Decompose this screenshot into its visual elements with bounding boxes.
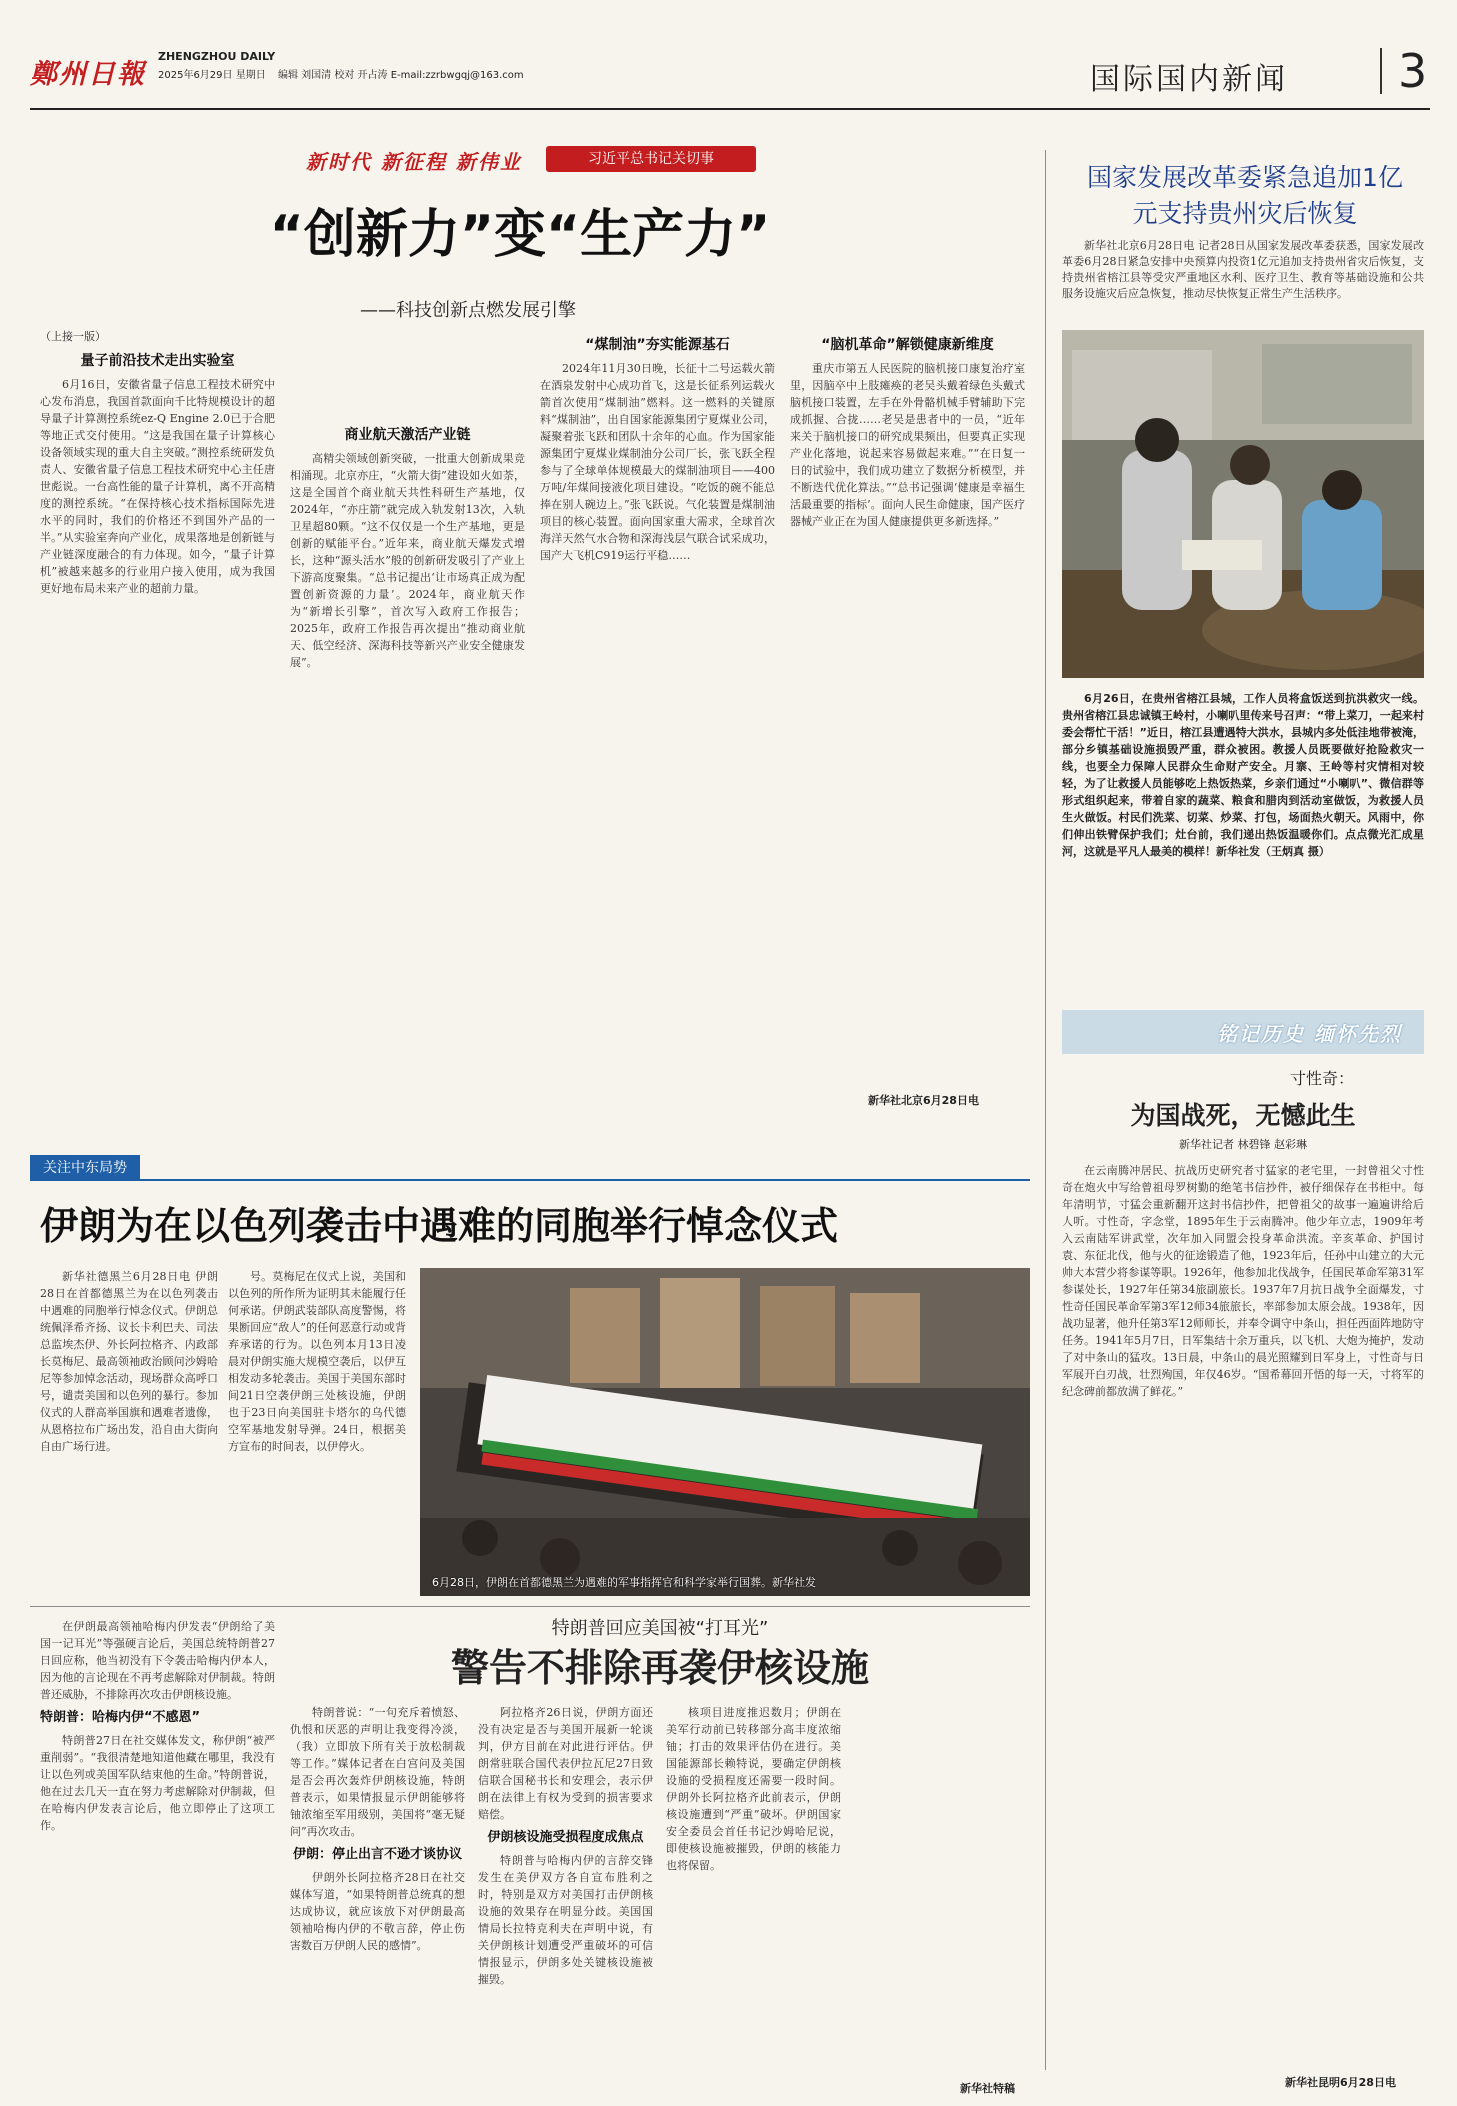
mideast-rule [30,1606,1030,1607]
trump-heading-1: 特朗普：哈梅内伊“不感恩” [40,1710,201,1725]
trump-col-4-text: 核项目进度推迟数月；伊朗在美军行动前已转移部分高丰度浓缩铀；打击的效果评估仍在进行。美国能源部长赖特说，要确定伊朗核设施的受损程度还需要一段时间。伊朗外长阿拉格齐此前表示，伊朗核设施遭到“严重”破坏。伊朗国家安全委员会首任书记沙姆哈尼说，即使核设施被摧毁，伊朗的核能力也将保留。 [666,1706,841,1872]
trump-dateline: 新华社特稿 [960,2082,1015,2095]
heroes-dateline: 新华社昆明6月28日电 [1285,2076,1396,2089]
trump-col-1b-text: 特朗普27日在社交媒体发文，称伊朗“被严重削弱”。“我很清楚地知道他藏在哪里，我没有让以色列或美国军队结束他的生命。”特朗普说，他在过去几天一直在努力考虑解除对伊制裁，但在哈梅内伊发表言论后，他立即停止了这项工作。 [40,1734,275,1832]
heroes-kicker: 寸性奇： [1290,1069,1355,1088]
heroes-banner [1062,1010,1424,1054]
heroes-body [1062,1162,1424,2062]
lead-subtitle: ——科技创新点燃发展引擎 [360,300,576,321]
mideast-col-2-text: 号。莫梅尼在仪式上说，美国和以色列的所作所为证明其未能履行任何承诺。伊朗武装部队高度警惕，将果断回应“敌人”的任何恶意行动或背弃承诺的行为。以色列本月13日凌晨对伊朗实施大规模空袭后，以伊互相发动多轮袭击。美国于美国东部时间21日空袭伊朗三处核设施，伊朗也于23日向美国驻卡塔尔的乌代德空军基地发射导弹。24日，根据美方宣布的时间表，以伊停火。 [228,1270,406,1453]
lead-title: “创新力”变“生产力” [269,205,771,265]
trump-col-1 [40,1618,275,2098]
masthead-rule [30,108,1430,110]
section-heading-coal: “煤制油”夯实能源基石 [585,337,730,353]
paper-english-name: ZHENGZHOU DAILY [158,50,276,63]
trump-col-2b-text: 伊朗外长阿拉格齐28日在社交媒体写道，“如果特朗普总统真的想达成协议，就应该放下对伊朗最高领袖哈梅内伊的不敬言辞，停止伤害数百万伊朗人民的感情”。 [290,1871,465,1952]
guizhou-text: 新华社北京6月28日电 记者28日从国家发展改革委获悉，国家发展改革委6月28日紧急安排中央预算内投资1亿元追加支持贵州省灾后恢复，支持贵州省榕江县等受灾严重地区水利、医疗卫生、教育等基础设施和公共服务设施灾后应急恢复，推动尽快恢复正常生产生活秩序。 [1062,239,1424,300]
banner-tag [546,146,756,172]
trump-col-2 [290,1704,465,2099]
lead-col-2-text: 高精尖领域创新突破，一批重大创新成果竞相涌现。北京亦庄，“火箭大街”建设如火如荼，这是全国首个商业航天共性科研生产基地，仅2024年，“亦庄箭”就完成入轨发射13次，入轨卫星超80颗。“这不仅仅是一个生产基地，更是创新的赋能平台。”近年来，商业航天爆发式增长，这种“源头活水”般的创新研发吸引了产业上下游高度聚集。“总书记提出‘让市场真正成为配置创新资源的力量’。2024年，商业航天作为“新增长引擎”，首次写入政府工作报告；2025年，政府工作报告再次提出“推动商业航天、低空经济、深海科技等新兴产业安全健康发展”。 [290,452,525,669]
mideast-col-1 [40,1268,218,1598]
mideast-tag-rule [140,1179,1030,1181]
section-heading-aerospace: 商业航天激活产业链 [344,427,471,443]
section-heading-bci: “脑机革命”解锁健康新维度 [821,337,994,353]
relief-photo-image [1062,330,1424,678]
lead-col-2 [290,328,525,1078]
funeral-photo-caption: 6月28日，伊朗在首都德黑兰为遇难的军事指挥官和科学家举行国葬。新华社发 [432,1576,816,1589]
trump-kicker: 特朗普回应美国被“打耳光” [551,1618,769,1639]
issue-date: 2025年6月29日 星期日 [158,70,266,81]
heroes-title: 为国战死，无憾此生 [1130,1101,1356,1130]
heroes-byline: 新华社记者 林碧锋 赵彩琳 [1179,1138,1307,1151]
mideast-tag [30,1155,1030,1183]
banner-slogan: 新时代 新征程 新伟业 [306,150,522,174]
relief-caption-text: 6月26日，在贵州省榕江县城，工作人员将盒饭送到抗洪救灾一线。贵州省榕江县忠诚镇王岭村，小喇叭里传来号召声：“带上菜刀，一起来村委会帮忙干活！”近日，榕江县遭遇特大洪水，县城内多处低洼地带被淹，部分乡镇基础设施损毁严重，群众被困。教援人员既要做好抢险救灾一线，也要全力保障人民群众生命财产安全。月寨、王岭等村灾情相对较轻，为了让救援人员能够吃上热饭热菜，乡亲们通过“小喇叭”、微信群等形式组织起来，带着自家的蔬菜、粮食和腊肉到活动室做饭，为救援人员生火做饭。村民们洗菜、切菜、炒菜、打包，场面热火朝天。风雨中，你们伸出铁臂保护我们；灶台前，我们递出热饭温暖你们。点点微光汇成星河，这就是平凡人最美的模样！新华社发（王炳真 摄） [1062,692,1424,858]
section-divider [1380,48,1382,94]
guizhou-body [1062,238,1424,305]
section-heading-quantum: 量子前沿技术走出实验室 [80,353,235,369]
trump-col-3b-text: 特朗普与哈梅内伊的言辞交锋发生在美伊双方各自宣布胜利之时，特别是双方对美国打击伊朗核设施的效果存在明显分歧。美国国情局长拉特克利夫在声明中说，有关伊朗核计划遭受严重破坏的可信情报显示，伊朗多处关键核设施被摧毁。 [478,1854,653,1986]
mideast-tag-label: 关注中东局势 [30,1155,140,1181]
right-column-rule [1045,150,1046,2070]
section-name: 国际国内新闻 [1090,62,1288,97]
mideast-title: 伊朗为在以色列袭击中遇难的同胞举行悼念仪式 [40,1204,839,1248]
lead-col-4 [790,328,1025,1078]
relief-photo-caption [1062,690,1424,990]
lead-kicker: （上接一版） [40,330,106,343]
banner-tag-text: 习近平总书记关切事 [588,151,714,167]
lead-col-3 [540,328,775,1078]
masthead [30,46,1430,102]
lead-col-3-text: 2024年11月30日晚，长征十二号运载火箭在酒泉发射中心成功首飞，这是长征系列运载火箭首次使用“煤制油”燃料。这一燃料的关键原料“煤制油”，出自国家能源集团宁夏煤业公司，凝聚着张飞跃和团队十余年的心血。作为国家能源集团宁夏煤业煤制油分公司厂长，张飞跃全程参与了全球单体规模最大的煤制油项目——400万吨/年煤间接液化项目建设。“吃饭的碗不能总捧在别人碗边上。”张飞跃说。气化装置是煤制油项目的核心装置。面向国家重大需求，全球首次海洋天然气水合物和深海浅层气联合试采成功，国产大飞机C919运行平稳…… [540,362,775,562]
editor-credits: 编辑 刘国清 校对 开占涛 E-mail:zzrbwgqj@163.com [278,70,524,81]
trump-col-3-text: 阿拉格齐26日说，伊朗方面还没有决定是否与美国开展新一轮谈判，伊方目前在对此进行评估。伊朗常驻联合国代表伊拉瓦尼27日致信联合国秘书长和安理会，表示伊朗在法律上有权为受到的损害要求赔偿。 [478,1706,653,1821]
funeral-photo [420,1268,1030,1596]
guizhou-title: 国家发展改革委紧急追加1亿元支持贵州灾后恢复 [1087,163,1403,228]
trump-col-4 [666,1704,841,2079]
heroes-banner-text: 铭记历史 缅怀先烈 [1217,1022,1402,1046]
mideast-col-2 [228,1268,406,1598]
heroes-text: 在云南腾冲居民、抗战历史研究者寸猛家的老宅里，一封曾祖父寸性奇在炮火中写给曾祖母罗树勤的绝笔书信抄件，被仔细保存在书柜中。每年清明节，寸猛会重新翻开这封书信抄件，把曾祖父的故事一遍遍讲给后人听。寸性奇，字念堂，1895年生于云南腾冲。他少年立志，1909年考入云南陆军讲武堂，次年加入同盟会投身革命洪流。辛亥革命、护国讨袁、东征北伐，他与火的征途锻造了他，1923年后，任孙中山建立的大元帅大本营少将参谋等职。1926年，他参加北伐战争，任国民革命军第31军参谋处长，1927年任第34旅副旅长。1937年7月抗日战争全面爆发，寸性奇任国民革命军第3军12师34旅旅长，率部参加太原会战。1938年，因战功显著，他升任第3军12师师长，并奉令调守中条山，担任西面阵地防守任务。1941年5月7日，日军集结十余万重兵，以飞机、大炮为掩护，发动了对中条山的猛攻。13日晨，中条山的晨光照耀到日军身上，寸性奇与日军展开白刃战，壮烈殉国，年仅46岁。“国希幕回开悟的每一天，寸将军的纪念碑前都放满了鲜花。” [1062,1164,1424,1398]
lead-dateline: 新华社北京6月28日电 [868,1094,979,1107]
trump-col-3 [478,1704,653,2099]
funeral-photo-image [420,1268,1030,1596]
mideast-col-1-text: 新华社德黑兰6月28日电 伊朗28日在首都德黑兰为在以色列袭击中遇难的同胞举行悼念仪式。伊朗总统佩泽希齐扬、议长卡利巴夫、司法总监埃杰伊、外长阿拉格齐、内政部长莫梅尼、最高领袖政治顾问沙姆哈尼等参加悼念活动，现场群众高呼口号，谴责美国和以色列的暴行。参加仪式的人群高举国旗和遇难者遗像，从恩格拉布广场出发，沿自由大街向自由广场行进。 [40,1270,218,1453]
lead-col-4-text: 重庆市第五人民医院的脑机接口康复治疗室里，因脑卒中上肢瘫痪的老吴头戴着绿色头戴式脑机接口装置，左手在外骨骼机械手臂辅助下完成抓握、合拢……老吴是患者中的一员，“近年来关于脑机接口的研究成果频出，但要真正实现产业化落地，说起来容易做起来难。”“在日复一日的试验中，我们成功建立了数据分析模型，并不断迭代优化算法。”“总书记强调‘健康是幸福生活最重要的指标’。面向人民生命健康，国产医疗器械产业正在为国人健康提供更多新选择。” [790,362,1025,528]
trump-heading-2: 伊朗：停止出言不逊才谈协议 [292,1847,462,1862]
page-number: 3 [1398,44,1428,98]
relief-photo [1062,330,1424,678]
lead-col-1-text: 6月16日，安徽省量子信息工程技术研究中心发布消息，我国首款面向千比特规模设计的超导量子计算测控系统ez-Q Engine 2.0已于合肥等地正式交付使用。“这是我国在量子计算核心设备领域实现的重大自主突破。”测控系统研发负责人、安徽省量子信息工程技术研究中心主任唐世彪说。一台高性能的量子计算机，离不开高精度的测控系统。“在保持核心技术指标国际先进水平的同时，我们的价格还不到国外产品的一半。”从实验室奔向产业化，成果落地是创新链与产业链深度融合的有力体现。如今，“量子计算机”被越来越多的行业用户接入使用，成为我国更好地布局未来产业的超前力量。 [40,378,275,595]
trump-heading-3: 伊朗核设施受损程度成焦点 [487,1830,644,1845]
trump-col-2-text: 特朗普说：“一句充斥着愤怒、仇恨和厌恶的声明让我变得冷淡，（我）立即放下所有关于放松制裁等工作。”媒体记者在白宫问及美国是否会再次轰炸伊朗核设施，特朗普表示，如果情报显示伊朗能够将铀浓缩至军用级别，美国将“毫无疑问”再次攻击。 [290,1706,465,1838]
newspaper-logo: 鄭州日報 [30,59,146,90]
lead-col-1 [40,328,275,1078]
trump-col-1-text: 在伊朗最高领袖哈梅内伊发表“伊朗给了美国一记耳光”等强硬言论后，美国总统特朗普27日回应称，他当初没有下令袭击哈梅内伊本人，因为他的言论现在不再考虑解除对伊制裁。特朗普还威胁，不排除再次攻击伊朗核设施。 [40,1620,275,1701]
trump-title: 警告不排除再袭伊核设施 [450,1646,869,1690]
theme-banner [292,140,762,178]
